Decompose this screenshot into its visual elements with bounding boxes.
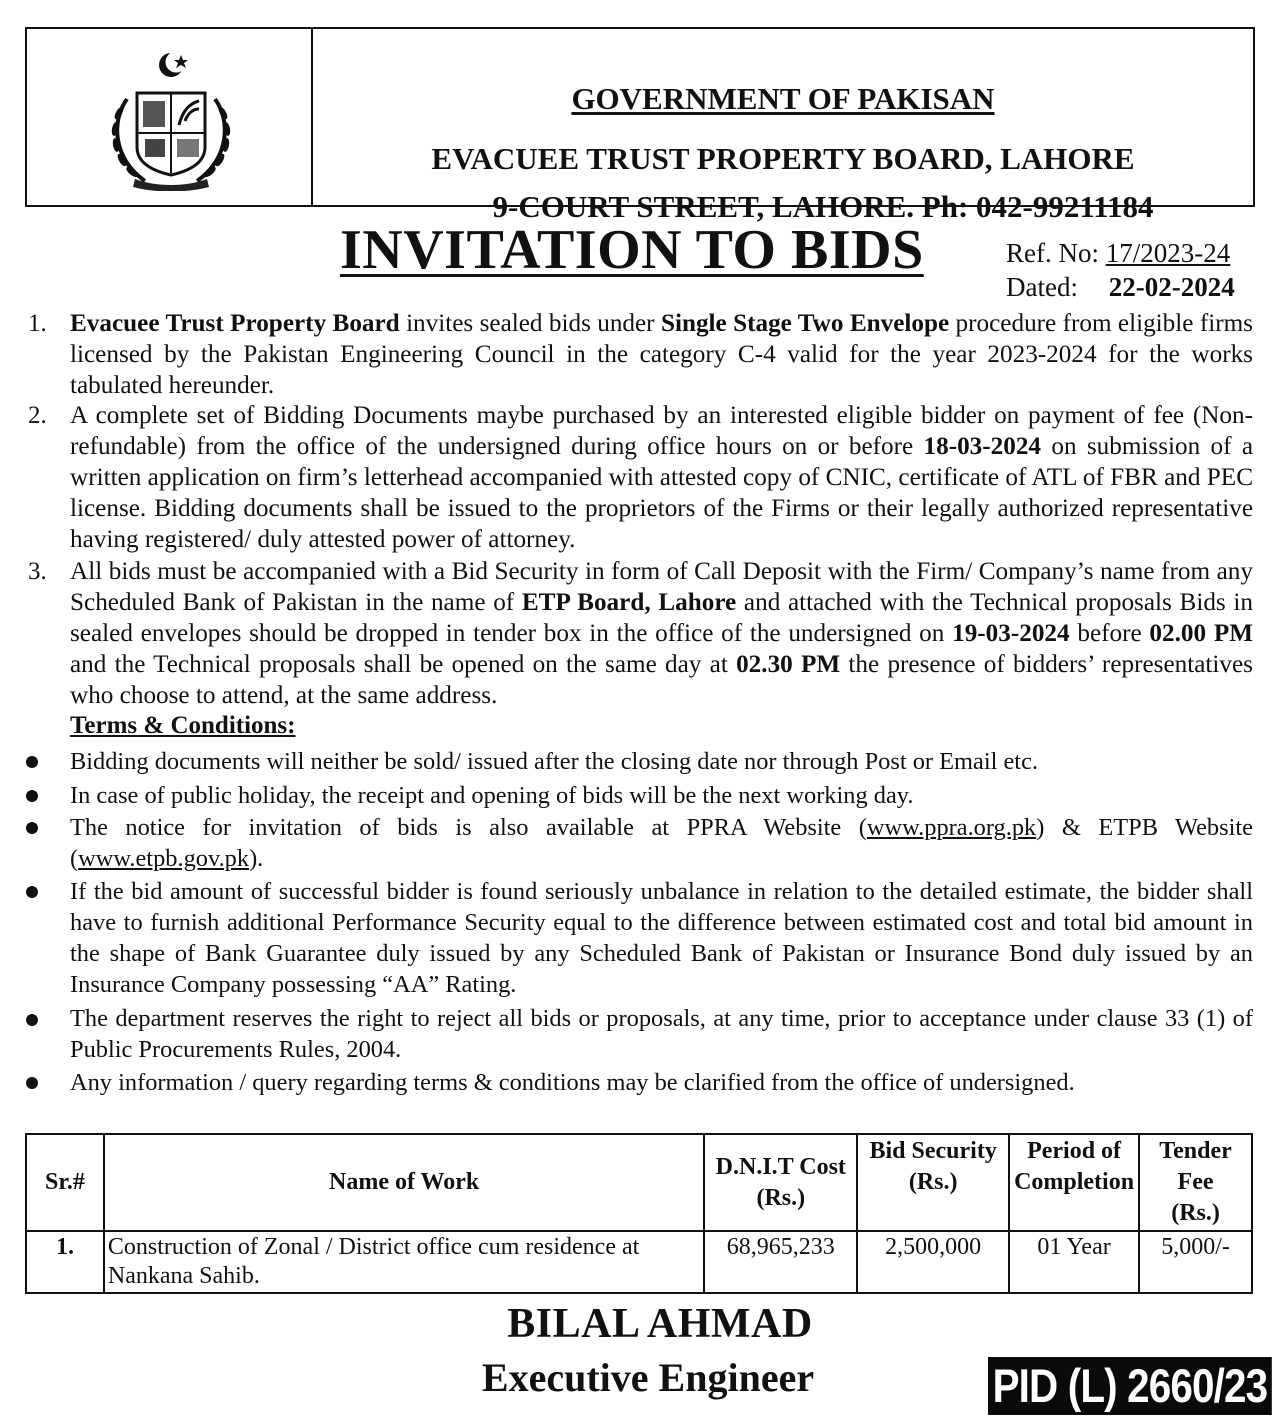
header-period-2: Completion xyxy=(1014,1169,1135,1195)
header-period: Period of xyxy=(1027,1138,1122,1164)
cell-cost: 68,965,233 xyxy=(704,1231,857,1293)
text: the presence of bidders’ representatives who choose to attend, at the same address. xyxy=(70,651,1253,709)
dated-label: Dated: xyxy=(1006,272,1078,302)
works-table xyxy=(25,1133,1253,1294)
term-item xyxy=(70,812,1253,874)
cell-fee: 5,000/- xyxy=(1139,1231,1252,1293)
header-box xyxy=(25,27,1255,224)
text-bold: ETP Board, Lahore xyxy=(521,589,737,616)
cell-name: Construction of Zonal / District office cum residence at Nankana Sahib. xyxy=(104,1231,704,1293)
text-bold: 02.00 PM xyxy=(1149,620,1253,647)
col-period xyxy=(1009,1134,1139,1231)
header-fee-2: Fee xyxy=(1177,1169,1214,1195)
text-bold: Single Stage Two Envelope xyxy=(660,310,950,337)
emblem-cell xyxy=(27,29,313,205)
term-item: Bidding documents will neither be sold/ issued after the closing date nor through Post or Email etc. xyxy=(70,748,1038,775)
state-emblem-icon xyxy=(105,51,237,191)
paragraph-number: 3. xyxy=(28,558,47,585)
header-fee: Tender xyxy=(1159,1138,1232,1164)
page-title: INVITATION TO BIDS xyxy=(340,219,924,281)
paragraph-number: 2. xyxy=(28,402,47,429)
header-fee-unit: (Rs.) xyxy=(1171,1200,1220,1226)
header-security: Bid Security xyxy=(869,1138,997,1164)
table-header-row xyxy=(26,1134,1252,1231)
signatory-name: BILAL AHMAD xyxy=(507,1301,813,1347)
term-item: The department reserves the right to reject all bids or proposals, at any time, prior to acceptance under clause 33 (1) of Public Procurements Rules, 2004. xyxy=(70,1005,1253,1063)
text: invites sealed bids under xyxy=(399,310,661,337)
text: A complete set of Bidding Documents maybe purchased by an interested eligible bidder on payment of fee (Non-refundable) from the office of the undersigned during office hours on or before xyxy=(70,402,1253,460)
term-item: Any information / query regarding terms & conditions may be clarified from the office of undersigned. xyxy=(70,1069,1075,1096)
paragraph-2 xyxy=(70,400,1253,555)
board-heading: EVACUEE TRUST PROPERTY BOARD, LAHORE xyxy=(431,141,1135,176)
ref-value: 17/2023-24 xyxy=(1105,238,1231,268)
bullet-icon xyxy=(26,756,38,768)
col-sr xyxy=(26,1134,104,1231)
header-cost-unit: (Rs.) xyxy=(756,1184,806,1211)
paragraph-1 xyxy=(70,308,1253,401)
text-bold: 19-03-2024 xyxy=(952,620,1070,647)
address-heading: 9-COURT STREET, LAHORE. Ph: 042-99211184 xyxy=(492,189,1154,224)
ref-label: Ref. No: xyxy=(1006,238,1099,268)
col-name-of-work xyxy=(104,1134,704,1231)
term-item: If the bid amount of successful bidder is found seriously unbalance in relation to the detailed estimate, the bidder shall have to furnish additional Performance Security equal to the difference between estimated cost and total bid amount in the shape of Bank Guarantee duly issued by any Scheduled Bank of Pakistan or Insurance Bond duly issued by an Insurance Company possessing “AA” Rating. xyxy=(70,878,1253,998)
header-name: Name of Work xyxy=(329,1169,480,1195)
text: All bids must be accompanied with a Bid Security in form of Call Deposit with the Firm/ Company’s name from any Scheduled Bank of Pakistan in the name of xyxy=(70,558,1253,616)
bullet-icon xyxy=(26,1014,38,1026)
pid-badge: PID (L) 2660/23 xyxy=(988,1357,1272,1415)
bullet-icon xyxy=(26,886,38,898)
header-sr: Sr.# xyxy=(45,1169,85,1195)
text: ). xyxy=(249,845,264,872)
paragraph-number: 1. xyxy=(28,310,47,337)
text: on submission of a written application on firm’s letterhead accompanied with attested copy of CNIC, certificate of ATL of FBR and PEC license. Bidding documents shall be issued to the proprietors of the Firms or their legally authorized representative having registered/ duly attested power of attorney. xyxy=(70,433,1253,553)
etpb-link[interactable]: www.etpb.gov.pk xyxy=(78,845,250,872)
text: and attached with the Technical proposals Bids in sealed envelopes should be dropped in tender box in the office of the undersigned on xyxy=(70,589,1254,647)
ppra-link[interactable]: www.ppra.org.pk xyxy=(866,814,1037,841)
col-tender-fee xyxy=(1139,1134,1252,1231)
text-bold: 18-03-2024 xyxy=(923,433,1042,460)
dated-value: 22-02-2024 xyxy=(1108,272,1235,302)
signatory-title: Executive Engineer xyxy=(481,1355,815,1400)
header-cost: D.N.I.T Cost xyxy=(715,1153,846,1180)
cell-period: 01 Year xyxy=(1009,1231,1139,1293)
cell-sr: 1. xyxy=(26,1231,104,1293)
text: procedure from eligible firms licensed by the Pakistan Engineering Council in the category C-4 valid for the year 2023-2024 for the works tabulated hereunder. xyxy=(70,310,1253,399)
text: ) & ETPB Website ( xyxy=(70,814,1253,872)
reference-number xyxy=(1006,238,1230,269)
table-row xyxy=(26,1231,1252,1293)
dated xyxy=(1006,272,1235,303)
cell-security: 2,500,000 xyxy=(857,1231,1009,1293)
government-heading: GOVERNMENT OF PAKISAN xyxy=(571,81,995,116)
text-bold: Evacuee Trust Property Board xyxy=(70,310,400,337)
text: The notice for invitation of bids is also available at PPRA Website ( xyxy=(70,814,867,841)
paragraph-3 xyxy=(70,556,1253,711)
text: before xyxy=(1069,620,1150,647)
terms-heading: Terms & Conditions: xyxy=(70,712,296,739)
bullet-icon xyxy=(26,790,38,802)
term-item: In case of public holiday, the receipt and opening of bids will be the next working day. xyxy=(70,782,914,809)
text: and the Technical proposals shall be opened on the same day at xyxy=(70,651,737,678)
header-security-unit: (Rs.) xyxy=(908,1169,958,1195)
col-dnit-cost xyxy=(704,1134,857,1231)
bullet-icon xyxy=(26,1077,38,1089)
text-bold: 02.30 PM xyxy=(736,651,841,678)
col-bid-security xyxy=(857,1134,1009,1231)
bullet-icon xyxy=(26,822,38,834)
